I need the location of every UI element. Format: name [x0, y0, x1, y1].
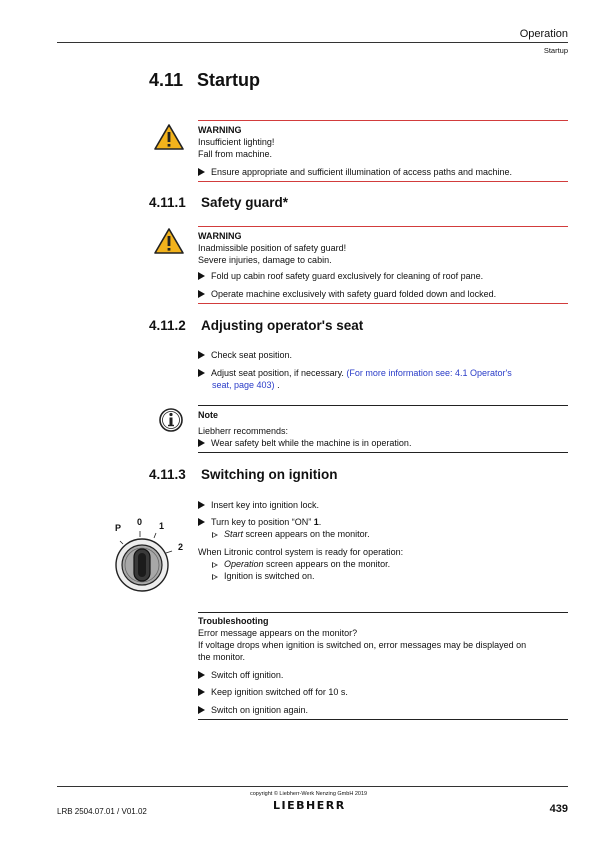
- note-rule-bottom: [198, 452, 568, 453]
- result-triangle-icon: [212, 532, 218, 538]
- warning-rule-top: [198, 120, 568, 121]
- subsection-heading: 4.11.2 Adjusting operator's seat: [149, 318, 364, 333]
- bullet-triangle-icon: [198, 439, 205, 447]
- key-position-label: 2: [178, 542, 184, 552]
- section-title: Startup: [197, 70, 260, 90]
- warning-action: Ensure appropriate and sufficient illumination of access paths and machine.: [198, 166, 512, 178]
- footer-rule: [57, 786, 568, 787]
- info-icon: [158, 407, 184, 433]
- cross-reference-link[interactable]: seat, page 403): [212, 380, 275, 390]
- bullet-triangle-icon: [198, 272, 205, 280]
- note-rule-top: [198, 405, 568, 406]
- troubleshooting-text: Error message appears on the monitor?: [198, 628, 358, 638]
- cross-reference-link[interactable]: (For more information see: 4.1 Operator's: [346, 368, 512, 378]
- result-triangle-icon: [212, 574, 218, 580]
- troubleshooting-step: Keep ignition switched off for 10 s.: [198, 686, 348, 698]
- liebherr-logo: LIEBHERR: [273, 799, 346, 812]
- page-number: 439: [549, 803, 568, 815]
- warning-action: Operate machine exclusively with safety guard folded down and locked.: [198, 288, 496, 300]
- warning-triangle-icon: [153, 123, 185, 151]
- running-header-subtitle: Startup: [543, 46, 568, 55]
- result-triangle-icon: [212, 562, 218, 568]
- troubleshooting-rule-bottom: [198, 719, 568, 720]
- header-rule: [57, 42, 568, 43]
- document-reference: LRB 2504.07.01 / V01.02: [57, 807, 147, 816]
- bullet-triangle-icon: [198, 168, 205, 176]
- troubleshooting-text: the monitor.: [198, 652, 246, 662]
- section-heading: [149, 70, 260, 91]
- copyright-notice: copyright © Liebherr-Werk Nenzing GmbH 2019: [250, 791, 368, 797]
- bullet-triangle-icon: [198, 706, 205, 714]
- troubleshooting-text: If voltage drops when ignition is switched on, error messages may be displayed on: [198, 640, 527, 650]
- bullet-triangle-icon: [198, 351, 205, 359]
- result-line: Operation screen appears on the monitor.: [212, 558, 390, 570]
- key-position-label: 0: [137, 517, 143, 527]
- warning-action: Fold up cabin roof safety guard exclusively for cleaning of roof pane.: [198, 270, 483, 282]
- warning-text-line: Inadmissible position of safety guard!: [198, 243, 347, 253]
- troubleshooting-step: Switch off ignition.: [198, 669, 283, 681]
- note-action: Wear safety belt while the machine is in operation.: [198, 437, 411, 449]
- section-number: 4.11: [149, 70, 184, 90]
- warning-text-line: Severe injuries, damage to cabin.: [198, 255, 332, 265]
- note-label: Note: [198, 410, 218, 420]
- instruction-step: Adjust seat position, if necessary. (For more information see: 4.1 Operator's: [198, 367, 512, 379]
- bullet-triangle-icon: [198, 501, 205, 509]
- instruction-step: Check seat position.: [198, 349, 292, 361]
- instruction-step: Insert key into ignition lock.: [198, 499, 319, 511]
- warning-rule-top: [198, 226, 568, 227]
- note-text: Liebherr recommends:: [198, 426, 289, 436]
- result-line: Ignition is switched on.: [212, 570, 315, 582]
- running-header-title: Operation: [519, 28, 568, 40]
- subsection-heading: 4.11.3 Switching on ignition: [149, 467, 338, 482]
- bullet-triangle-icon: [198, 518, 205, 526]
- troubleshooting-rule-top: [198, 612, 568, 613]
- troubleshooting-step: Switch on ignition again.: [198, 704, 308, 716]
- warning-label: WARNING: [198, 125, 242, 135]
- warning-triangle-icon: [153, 227, 185, 255]
- warning-text-line: Insufficient lighting!: [198, 137, 275, 147]
- bullet-triangle-icon: [198, 671, 205, 679]
- warning-rule-bottom: [198, 303, 568, 304]
- instruction-step-continued: seat, page 403) .: [212, 380, 280, 390]
- bullet-triangle-icon: [198, 290, 205, 298]
- warning-text-line: Fall from machine.: [198, 149, 273, 159]
- condition-text: When Litronic control system is ready for operation:: [198, 547, 404, 557]
- result-line: Start screen appears on the monitor.: [212, 528, 370, 540]
- key-position-label: P: [115, 523, 122, 533]
- key-position-label: 1: [159, 521, 165, 531]
- bullet-triangle-icon: [198, 688, 205, 696]
- warning-rule-bottom: [198, 181, 568, 182]
- subsection-heading: 4.11.1 Safety guard*: [149, 195, 289, 210]
- bullet-triangle-icon: [198, 369, 205, 377]
- troubleshooting-label: Troubleshooting: [198, 616, 269, 626]
- instruction-step: Turn key to position “ON” 1.: [198, 516, 321, 528]
- warning-label: WARNING: [198, 231, 242, 241]
